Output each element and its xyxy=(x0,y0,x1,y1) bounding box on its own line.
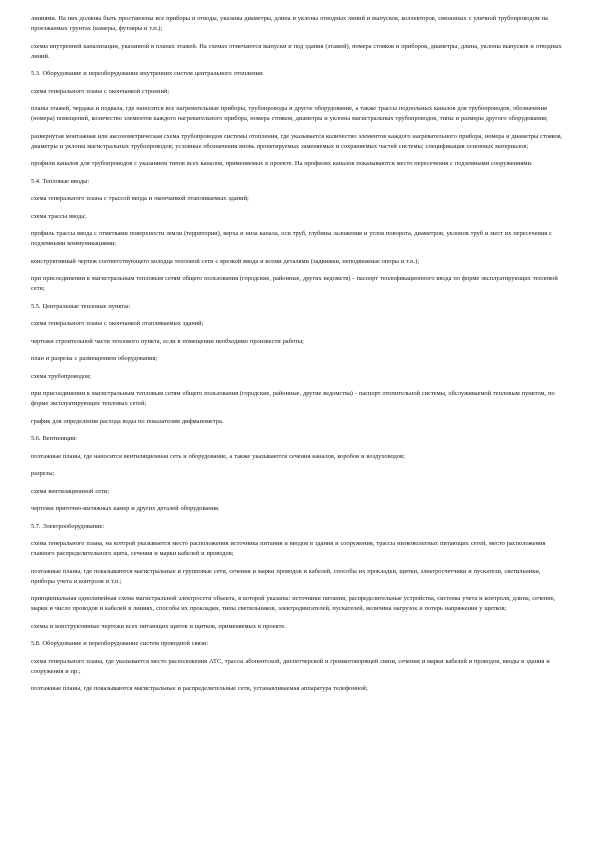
paragraph: схема вентиляционной сети; xyxy=(31,487,110,495)
paragraph: профиль трассы ввода с отметками поверхности земли (территории), верха и низа канала, оси труб, глубины заложения и углов поворота, диаметров, уклонов труб и мест их пересечения с подземными коммуникациями; xyxy=(31,230,552,247)
paragraph: схема генерального плана с трассой ввода и окончанкой отапливаемых зданий; xyxy=(31,195,249,202)
paragraph: разрезы; xyxy=(31,470,55,477)
paragraph: схема генерального плана, на которой указывается место расположения источника питания и вводов в здания и сооружения, трассы низковольтных питающих сетей, место расположения главного распределительного щита, сечения и марки кабелей и проводов; xyxy=(31,540,546,557)
paragraph: схемы внутренней канализации, указанной в планах этажей. На схемах отмечаются выпуски и под здания (этажей), номера стояков и приборов, диаметры, длина, уклоны выпусков и отводных линий. xyxy=(31,42,562,60)
paragraph: поэтажные планы, где наносится вентиляционная сеть и оборудование, а также указываются сечения каналов, коробов и воздуховодов; xyxy=(31,452,405,460)
paragraph: чертежи строительной части теплового пункта, если в помещении необходимо произвести работы; xyxy=(31,337,304,345)
paragraph: линиями. На них должны быть проставлены все приборы и отводы, указаны диаметры, длина и уклоны отводных линий и выпусков, коллекторов, связанных с уличной трубопроводом на проезжаемых грунтах (камеры, футляры и т.п.); xyxy=(31,15,548,32)
section-heading: 5.6. Вентиляция: xyxy=(31,435,77,442)
paragraph: схема генерального плана, где указывается место расположения АТС, трассы абонентской, диспетчерской и громкоговорящей связи, сечения и марки кабелей и проводов, вводы в здания и сооружения и пр.; xyxy=(31,657,550,675)
section-heading: 5.4. Тепловые вводы: xyxy=(31,177,90,185)
paragraph: схема трубопроводов; xyxy=(31,372,91,380)
paragraph: схемы и конструктивные чертежи всех питающих щитов и щитков, применяемых в проекте. xyxy=(31,622,286,630)
paragraph: поэтажные планы, где показываются магистральные и групповые сети, сечения и марки проводов и кабелей, способы их прокладки, щитки, электросчетчики и пускатели, светильники, приборы учета и контроля и т.п.; xyxy=(31,567,541,585)
section-heading: 5.3. Оборудование и переоборудование внутренних систем центрального отопления: xyxy=(31,70,264,77)
paragraph: развернутая монтажная или аксонометрическая схема трубопроводов системы отопления, где указывается количество элементов каждого нагревательного прибора, номера и диаметры стояков, диаметры и уклоны магистральных трубопроводов; условные обозначения вновь проектируемых заменяемых и сохраняемых частей системы; спецификация основных материалов; xyxy=(31,132,563,150)
paragraph: схема генерального плана с окончанкой строений; xyxy=(31,87,170,95)
paragraph: при присоединении к магистральным тепловым сетям общего пользования (городские, районные, другие ведомства) - паспорт отопительной системы, обслуживаемой тепловым пунктом, по форме эксплуатирующих тепловых сетей; xyxy=(31,390,555,407)
paragraph: принципиальная однолинейная схема магистральной электросети объекта, в которой указаны: источники питания, распределительные устройства, системы учета и контроля, длина, сечение, марки и число проводов и кабелей в линиях, способы их прокладки, типы светильников, электродвигателей, пускателей, величина нагрузок и потерь напряжения у щитков; xyxy=(31,595,556,612)
document-body xyxy=(31,14,565,694)
paragraph: профили каналов для трубопроводов с указанием типов всех каналов, применяемых в проекте. На профилях каналов показываются место пересечения с подземными сооружениями. xyxy=(31,160,533,167)
paragraph: график для определения расхода воды по показателям дифманометра. xyxy=(31,417,224,425)
paragraph: планы этажей, чердака и подвала, где наносятся все нагревательные приборы, трубопроводы и другое оборудование, а также трассы подпольных каналов для трубопроводов, обозначения (номера) помещений, количество элементов каждого нагревательного прибора, номера стояков, диаметры и уклоны магистральных трубопроводов, типы и размеры другого оборудования; xyxy=(31,105,548,122)
section-heading: 5.8. Оборудование и переоборудование систем проводной связи: xyxy=(31,640,209,647)
paragraph: при присоединении к магистральным тепловым сетям общего пользования (городские, районные, других ведомств) - паспорт теплофикационного ввода по форме эксплуатирующих тепловой сети; xyxy=(31,275,558,292)
paragraph: схема трассы ввода; xyxy=(31,212,86,220)
section-heading: 5.7. Электрооборудование: xyxy=(31,522,105,530)
paragraph: конструктивный чертеж соответствующего колодца тепловой сети с врезкой ввода и всеми деталями (задвижки, неподвижные опоры и т.п.); xyxy=(31,257,420,265)
section-heading: 5.5. Центральные тепловые пункты: xyxy=(31,302,131,310)
paragraph: схема генерального плана с окончанкой отапливаемых зданий; xyxy=(31,320,204,327)
paragraph: чертежи приточно-вытяжных камер и других деталей оборудования. xyxy=(31,505,220,512)
paragraph: план и разрезы с размещением оборудования; xyxy=(31,355,158,362)
paragraph: поэтажные планы, где показываются магистральные и распределительные сети, устанавливаемая аппаратура телефонной; xyxy=(31,685,368,692)
